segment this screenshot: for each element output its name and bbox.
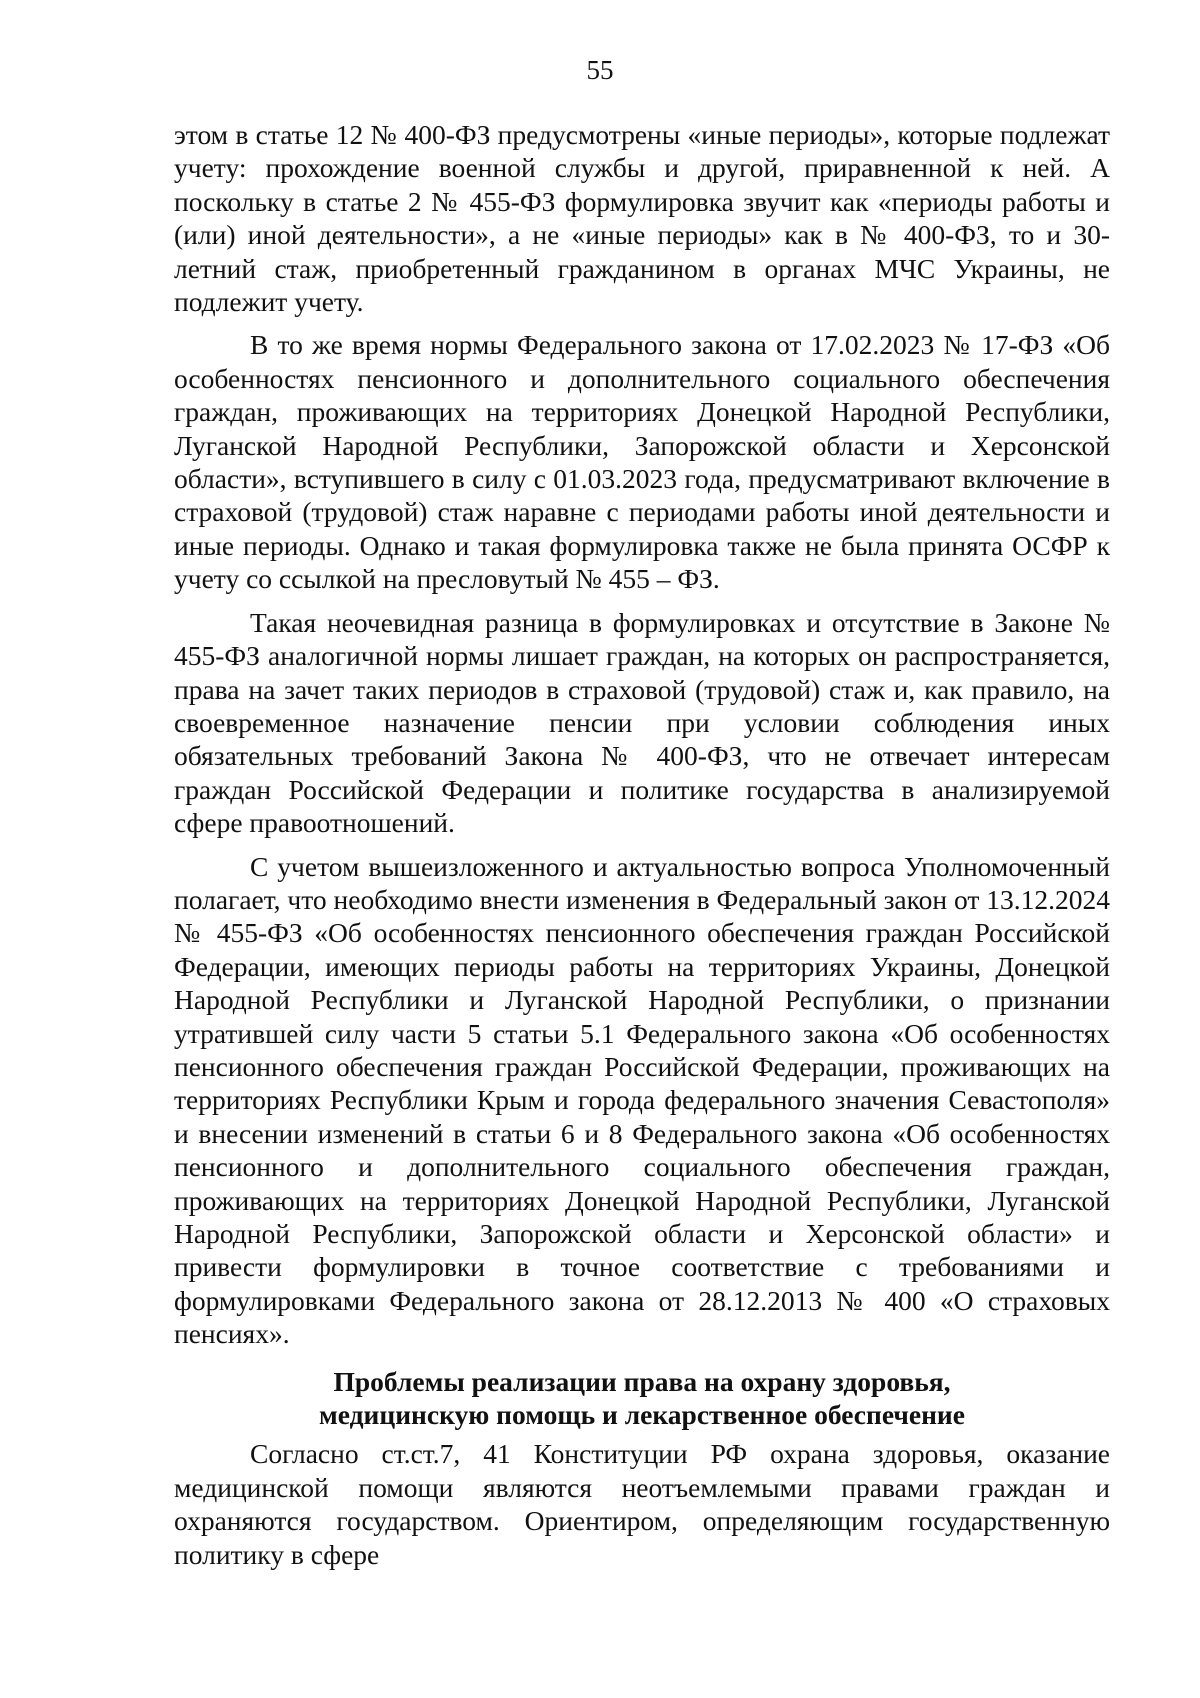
section-heading-line-1: Проблемы реализации права на охрану здоровья, [333, 1365, 951, 1397]
page-number: 55 [586, 55, 614, 85]
section-heading-line-2: медицинскую помощь и лекарственное обеспечение [319, 1399, 965, 1431]
page-content [174, 118, 1110, 1571]
paragraph-continuation: этом в статье 12 № 400-ФЗ предусмотрены «иные периоды», которые подлежат учету: прохождение военной службы и другой, приравненной к ней. А поскольку в статье 2 № 455-ФЗ формулировка звучит как «периоды работы и (или) иной деятельности», а не «иные периоды» как в № 400-ФЗ, то и 30-летний стаж, приобретенный гражданином в органах МЧС Украины, не подлежит учету. [174, 119, 1110, 318]
paragraph-constitution: Согласно ст.ст.7, 41 Конституции РФ охрана здоровья, оказание медицинской помощи являются неотъемлемыми правами граждан и охраняются государством. Ориентиром, определяющим государственную политику в сфере [174, 1438, 1110, 1570]
paragraph-wording-difference: Такая неочевидная разница в формулировках и отсутствие в Законе № 455-ФЗ аналогичной нормы лишает граждан, на которых он распространяется, права на зачет таких периодов в страховой (трудовой) стаж и, как правило, на своевременное назначение пенсии при условии соблюдения иных обязательных требований Закона № 400-ФЗ, что не отвечает интересам граждан Российской Федерации и политике государства в анализируемой сфере правоотношений. [174, 606, 1110, 839]
paragraph-federal-law-17fz: В то же время нормы Федерального закона от 17.02.2023 № 17-ФЗ «Об особенностях пенсионного и дополнительного социального обеспечения граждан, проживающих на территориях Донецкой Народной Республики, Луганской Народной Республики, Запорожской области и Херсонской области», вступившего в силу с 01.03.2023 года, предусматривают включение в страховой (трудовой) стаж наравне с периодами работы иной деятельности и иные периоды. Однако и такая формулировка также не была принята ОСФР к учету со ссылкой на пресловутый № 455 – ФЗ. [174, 329, 1110, 595]
section-heading [174, 1365, 1110, 1432]
paragraph-ombudsman-proposal: С учетом вышеизложенного и актуальностью вопроса Уполномоченный полагает, что необходимо внести изменения в Федеральный закон от 13.12.2024 № 455-ФЗ «Об особенностях пенсионного обеспечения граждан Российской Федерации, имеющих периоды работы на территориях Украины, Донецкой Народной Республики и Луганской Народной Республики, о признании утратившей силу части 5 статьи 5.1 Федерального закона «Об особенностях пенсионного обеспечения граждан Российской Федерации, проживающих на территориях Республики Крым и города федерального значения Севастополя» и внесении изменений в статьи 6 и 8 Федерального закона «Об особенностях пенсионного и дополнительного социального обеспечения граждан, проживающих на территориях Донецкой Народной Республики, Луганской Народной Республики, Запорожской области и Херсонской области» и привести формулировки в точное соответствие с требованиями и формулировками Федерального закона от 28.12.2013 № 400 «О страховых пенсиях». [174, 850, 1110, 1350]
